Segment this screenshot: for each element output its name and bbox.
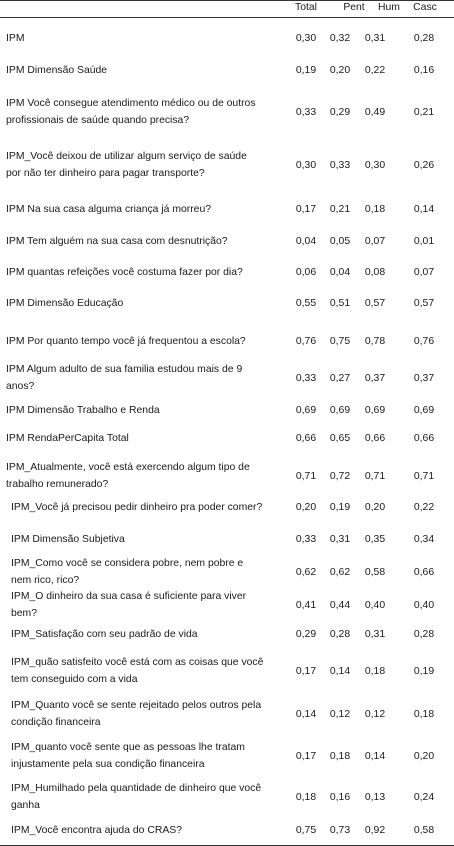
row-value: 0,40 xyxy=(364,599,386,611)
row-value: 0,07 xyxy=(413,266,435,278)
row-value: 0,31 xyxy=(329,533,351,545)
row-value: 0,21 xyxy=(329,203,351,215)
row-value: 0,16 xyxy=(413,64,435,76)
row-value: 0,66 xyxy=(413,432,435,444)
row-label: IPM_Como você se considera pobre, nem pobre e nem rico, rico? xyxy=(11,558,244,586)
row-value: 0,66 xyxy=(295,432,317,444)
row-label: IPM_Quanto você se sente rejeitado pelos outros pela condição financeira xyxy=(11,700,262,728)
row-label: IPM_O dinheiro da sua casa é suficiente para viver bem? xyxy=(11,591,247,619)
row-value: 0,06 xyxy=(295,266,317,278)
row-value: 0,41 xyxy=(295,599,317,611)
row-value: 0,24 xyxy=(413,791,435,803)
row-value: 0,30 xyxy=(295,32,317,44)
row-value: 0,75 xyxy=(329,335,351,347)
row-value: 0,04 xyxy=(329,266,351,278)
row-value: 0,14 xyxy=(329,665,351,677)
row-value: 0,19 xyxy=(295,64,317,76)
row-value: 0,33 xyxy=(329,159,351,171)
row-value: 0,57 xyxy=(413,297,435,309)
row-value: 0,72 xyxy=(329,470,351,482)
row-label: IPM_Satisfação com seu padrão de vida xyxy=(11,628,198,640)
row-value: 0,92 xyxy=(364,824,386,836)
row-value: 0,20 xyxy=(413,750,435,762)
row-label: IPM_Humilhado pela quantidade de dinheiro que você ganha xyxy=(11,783,262,811)
row-value: 0,66 xyxy=(364,432,386,444)
row-value: 0,34 xyxy=(413,533,435,545)
row-value: 0,27 xyxy=(329,372,351,384)
row-value: 0,01 xyxy=(413,235,435,247)
row-value: 0,31 xyxy=(364,628,386,640)
row-label: IPM Algum adulto de sua familia estudou mais de 9 anos? xyxy=(6,364,243,392)
row-value: 0,08 xyxy=(364,266,386,278)
row-value: 0,35 xyxy=(364,533,386,545)
row-value: 0,22 xyxy=(413,501,435,513)
row-value: 0,66 xyxy=(413,566,435,578)
row-value: 0,22 xyxy=(364,64,386,76)
row-value: 0,28 xyxy=(413,628,435,640)
row-value: 0,76 xyxy=(413,335,435,347)
row-value: 0,33 xyxy=(295,372,317,384)
row-value: 0,57 xyxy=(364,297,386,309)
row-value: 0,58 xyxy=(413,824,435,836)
row-value: 0,19 xyxy=(329,501,351,513)
row-value: 0,29 xyxy=(295,628,317,640)
row-value: 0,18 xyxy=(413,708,435,720)
header-casc: Casc xyxy=(413,2,437,13)
row-value: 0,69 xyxy=(295,404,317,416)
row-label: IPM Por quanto tempo você já frequentou a escola? xyxy=(6,335,246,347)
row-value: 0,04 xyxy=(295,235,317,247)
header-rule xyxy=(0,17,454,18)
row-value: 0,69 xyxy=(364,404,386,416)
row-value: 0,49 xyxy=(364,106,386,118)
row-value: 0,18 xyxy=(364,203,386,215)
row-value: 0,76 xyxy=(295,335,317,347)
row-value: 0,28 xyxy=(413,32,435,44)
row-value: 0,16 xyxy=(329,791,351,803)
row-label: IPM_Você já precisou pedir dinheiro pra poder comer? xyxy=(11,501,263,513)
row-label: IPM RendaPerCapita Total xyxy=(6,432,129,444)
row-value: 0,78 xyxy=(364,335,386,347)
row-value: 0,18 xyxy=(329,750,351,762)
row-label: IPM_quão satisfeito você está com as coisas que você tem conseguido com a vida xyxy=(11,657,264,685)
row-value: 0,05 xyxy=(329,235,351,247)
row-value: 0,17 xyxy=(295,665,317,677)
row-label: IPM_Atualmente, você está exercendo algum tipo de trabalho remunerado? xyxy=(6,462,250,490)
row-value: 0,19 xyxy=(413,665,435,677)
row-value: 0,37 xyxy=(364,372,386,384)
row-label: IPM Dimensão Subjetiva xyxy=(11,533,125,545)
row-label: IPM_Você encontra ajuda do CRAS? xyxy=(11,824,182,836)
row-value: 0,37 xyxy=(413,372,435,384)
row-value: 0,14 xyxy=(295,708,317,720)
row-value: 0,58 xyxy=(364,566,386,578)
row-value: 0,18 xyxy=(364,665,386,677)
row-label: IPM Você consegue atendimento médico ou de outros profissionais de saúde quando precisa? xyxy=(6,98,256,126)
row-value: 0,14 xyxy=(413,203,435,215)
row-value: 0,20 xyxy=(329,64,351,76)
row-value: 0,71 xyxy=(364,470,386,482)
row-value: 0,51 xyxy=(329,297,351,309)
row-value: 0,07 xyxy=(364,235,386,247)
row-value: 0,28 xyxy=(329,628,351,640)
row-label: IPM xyxy=(6,32,25,44)
header-total: Total xyxy=(295,2,317,13)
row-value: 0,30 xyxy=(295,159,317,171)
row-value: 0,62 xyxy=(329,566,351,578)
row-value: 0,17 xyxy=(295,203,317,215)
row-label: IPM_Você deixou de utilizar algum serviço de saúde por não ter dinheiro para pagar transporte? xyxy=(6,151,247,179)
row-value: 0,75 xyxy=(295,824,317,836)
row-value: 0,29 xyxy=(329,106,351,118)
row-value: 0,62 xyxy=(295,566,317,578)
row-value: 0,30 xyxy=(364,159,386,171)
row-value: 0,33 xyxy=(295,533,317,545)
row-label: IPM Dimensão Saúde xyxy=(6,64,108,76)
row-label: IPM quantas refeições você costuma fazer por dia? xyxy=(6,266,243,278)
row-value: 0,71 xyxy=(295,470,317,482)
row-value: 0,12 xyxy=(329,708,351,720)
row-value: 0,13 xyxy=(364,791,386,803)
row-value: 0,33 xyxy=(295,106,317,118)
header-pent: Pent xyxy=(343,2,365,13)
row-value: 0,20 xyxy=(364,501,386,513)
row-value: 0,31 xyxy=(364,32,386,44)
row-value: 0,21 xyxy=(413,106,435,118)
row-value: 0,44 xyxy=(329,599,351,611)
row-label: IPM Tem alguém na sua casa com desnutrição? xyxy=(6,235,228,247)
row-value: 0,32 xyxy=(329,32,351,44)
row-value: 0,26 xyxy=(413,159,435,171)
row-value: 0,17 xyxy=(295,750,317,762)
row-value: 0,69 xyxy=(329,404,351,416)
row-value: 0,12 xyxy=(364,708,386,720)
row-label: IPM Na sua casa alguma criança já morreu? xyxy=(6,203,212,215)
row-label: IPM_quanto você sente que as pessoas lhe tratam injustamente pela sua condição financeira xyxy=(11,742,245,770)
row-label: IPM Dimensão Trabalho e Renda xyxy=(6,404,160,416)
row-value: 0,20 xyxy=(295,501,317,513)
row-value: 0,18 xyxy=(295,791,317,803)
row-value: 0,73 xyxy=(329,824,351,836)
row-value: 0,71 xyxy=(413,470,435,482)
header-hum: Hum xyxy=(378,2,400,13)
row-label: IPM Dimensão Educação xyxy=(6,297,124,309)
row-value: 0,40 xyxy=(413,599,435,611)
row-value: 0,65 xyxy=(329,432,351,444)
row-value: 0,14 xyxy=(364,750,386,762)
row-value: 0,69 xyxy=(413,404,435,416)
row-value: 0,55 xyxy=(295,297,317,309)
